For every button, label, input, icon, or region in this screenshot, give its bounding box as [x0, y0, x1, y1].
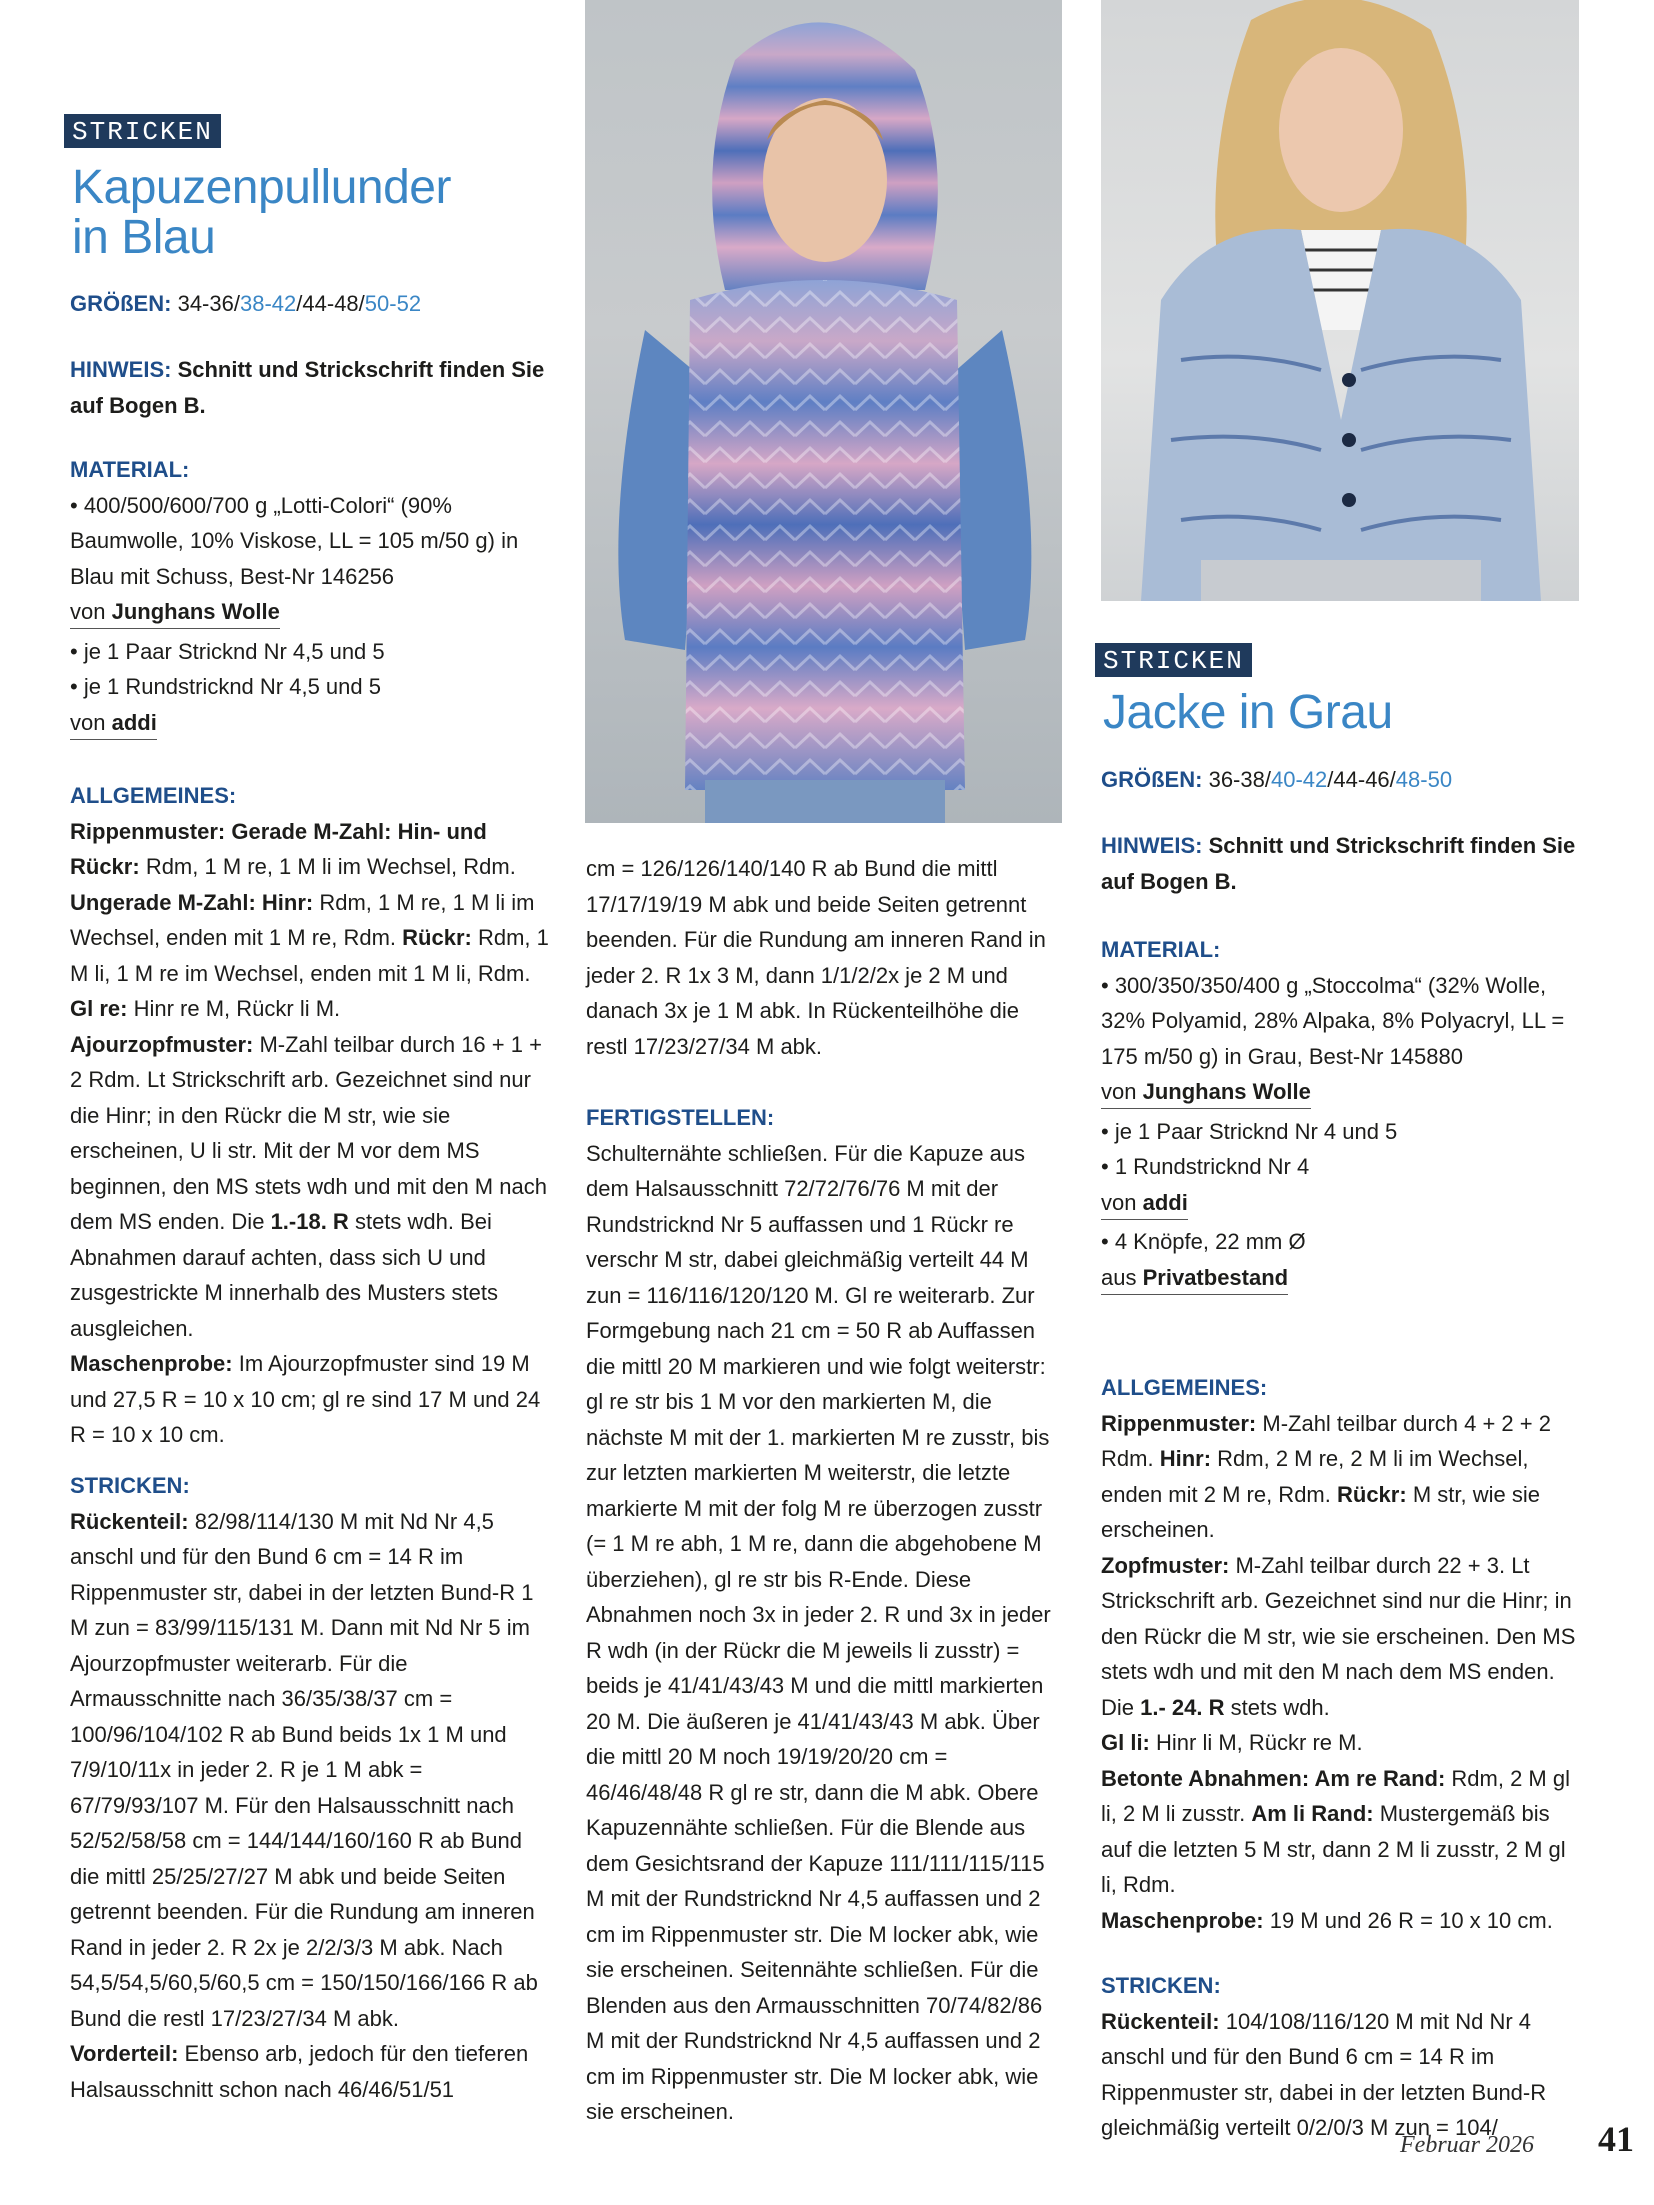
general-label-2: ALLGEMEINES: [1101, 1375, 1268, 1400]
cardigan-photo [1101, 0, 1579, 601]
size2-1: 36-38 [1208, 767, 1265, 792]
category-tag: STRICKEN [64, 114, 221, 148]
general-block-2 [1101, 1370, 1581, 1938]
yarn-supplier-2: Junghans Wolle [1142, 1079, 1311, 1104]
rib-rueckr-desc: M str, wie sie erscheinen. [1101, 1481, 1540, 1542]
back-desc: 82/98/114/130 M mit Nd Nr 4,5 anschl und für den Bund 6 cm = 14 R im Rippenmuster str, dabei in der letzten Bund-R 1 M zun = 83/99/115/131 M. Dann mit Nd Nr 5 im Ajourzopfmuster weiterarb. Für die Armausschnitte nach 36/35/38/37 cm = 100/96/104/102 R ab Bund beids 1x 1 M und 7/9/10/11x in jeder 2. R je 1 M abk = 67/79/93/107 M. Für den Halsausschnitt nach 52/52/58/58 cm = 144/144/160/160 R ab Bund die mittl 25/25/27/27 M abk und beide Seiten getrennt beenden. Für die Rundung am inneren Rand in jeder 2. R 2x je 2/2/3/3 M abk. Nach 54,5/54,5/60,5/60,5 cm = 150/150/166/166 R ab Bund die restl 17/23/27/34 M abk. [70, 1508, 538, 2031]
article-title [72, 163, 451, 263]
cable-text [1101, 1548, 1581, 1726]
gauge-text-2 [1101, 1903, 1581, 1939]
rib-label-2: Rippenmuster: [1101, 1410, 1257, 1436]
knitting-block [70, 1468, 550, 2107]
decrease-text [1101, 1761, 1581, 1903]
back-label: Rückenteil: [70, 1508, 189, 1534]
rib-text: Rdm, 1 M re, 1 M li im Wechsel, Rdm. [145, 854, 516, 879]
size2-2: 40-42 [1270, 767, 1328, 792]
gl-li-label: Gl li: [1101, 1730, 1150, 1755]
magazine-issue: Februar 2026 [1400, 2132, 1534, 2158]
sizes-line-2: GRÖßEN: 36-38/40-42/44-46/48-50 [1101, 767, 1453, 792]
material-label: MATERIAL: [70, 457, 190, 482]
gauge-desc-2: 19 M und 26 R = 10 x 10 cm. [1269, 1907, 1553, 1933]
needles-supplier-2: addi [1142, 1189, 1188, 1215]
sizes-label: GRÖßEN: [70, 291, 172, 316]
material-block-2 [1101, 932, 1581, 1295]
decrease-desc-1: Rdm, 2 M gl li, 2 M li zusstr. [1101, 1765, 1570, 1826]
size-3: 44-48 [302, 291, 359, 316]
knit-label: STRICKEN: [70, 1473, 190, 1498]
needles-2-2: • 1 Rundstricknd Nr 4 [1101, 1154, 1310, 1179]
decrease-left-label: Am li Rand: [1251, 1801, 1374, 1826]
rib-text-2 [1101, 1406, 1581, 1548]
buttons-supplier-line [1101, 1261, 1288, 1295]
finish-label: FERTIGSTELLEN: [586, 1105, 775, 1130]
needles-from-2: von [1101, 1189, 1137, 1215]
rib-pattern-text [70, 814, 550, 992]
rib-rueckr-label: Rückr: [1337, 1481, 1407, 1507]
rib-hinr-desc: Rdm, 2 M re, 2 M li im Wechsel, enden mit 2 M re, Rdm. [1101, 1446, 1529, 1507]
material-yarn-2: • 300/350/350/400 g „Stoccolma“ (32% Wolle, 32% Polyamid, 28% Alpaka, 8% Polyacryl, LL = 175 m/50 g) in Grau, Best-Nr 145880 [1101, 972, 1565, 1069]
back-label-2: Rückenteil: [1101, 2008, 1220, 2034]
front-label: Vorderteil: [70, 2041, 179, 2066]
gl-re-text [70, 991, 550, 1027]
gl-re-desc: Hinr re M, Rückr li M. [133, 996, 341, 1021]
needles-1: • je 1 Paar Stricknd Nr 4,5 und 5 [70, 638, 385, 664]
front-desc: Ebenso arb, jedoch für den tieferen Halsausschnitt schon nach 46/46/51/51 [70, 2041, 529, 2102]
note-label: HINWEIS: [70, 357, 172, 382]
size2-3: 44-46 [1333, 767, 1390, 792]
rib-back-label: Rückr: [402, 925, 472, 950]
finish-desc: Schulternähte schließen. Für die Kapuze aus dem Halsausschnitt 72/72/76/76 M mit der Rundstricknd Nr 5 auffassen und 1 Rückr re verschr M str, dabei gleichmäßig verteilt 44 M zun = 116/116/120/120 M. Gl re weiterarb. Zur Formgebung nach 21 cm = 50 R ab Auffassen die mittl 20 M markieren und wie folgt weiterstr: gl re str bis 1 M vor den markierten M, die nächste M mit der 1. markierten M re zusstr, bis zur letzten markierten M weiterstr, die letzte markierte M mit der folg M re überzogen zusstr (= 1 M re abh, 1 M re, dann die abgehobene M überziehen), gl re str bis R-Ende. Diese Abnahmen noch 3x in jeder 2. R und 3x in jeder R wdh (in der Rückr die M jeweils li zusstr) = beids je 41/41/43/43 M und die mittl markierten 20 M. Die äußeren je 41/41/43/43 M abk. Über die mittl 20 M noch 19/19/20/20 cm = 46/46/48/48 R gl re str, dann die M abk. Obere Kapuzennähte schließen. Für die Blende aus dem Gesichtsrand der Kapuze 111/111/115/115 M mit der Rundstricknd Nr 4,5 auffassen und 2 cm im Rippenmuster str. Die M locker abk, wie sie erscheinen. Seitennähte schließen. Für die Blenden aus den Armausschnitten 70/74/82/86 M mit der Rundstricknd Nr 4,5 auffassen und 2 cm im Rippenmuster str. Die M locker abk, wie sie erscheinen. [586, 1140, 1051, 2124]
note-block [70, 352, 550, 423]
yarn-from: von [70, 599, 106, 624]
title-line-1: Kapuzenpullunder [72, 161, 451, 214]
material-yarn: • 400/500/600/700 g „Lotti-Colori“ (90% Baumwolle, 10% Viskose, LL = 105 m/50 g) in Blau mit Schuss, Best-Nr 146256 [70, 492, 519, 589]
yarn-supplier: Junghans Wolle [111, 599, 280, 624]
model-hooded-vest-illustration [585, 0, 1062, 823]
hooded-vest-photo [585, 0, 1062, 823]
needles-2: • je 1 Rundstricknd Nr 4,5 und 5 [70, 674, 381, 699]
back-text-2 [1101, 2004, 1581, 2146]
needles-1-2: • je 1 Paar Stricknd Nr 4 und 5 [1101, 1118, 1398, 1144]
ajour-rows: 1.-18. R [270, 1209, 349, 1234]
decrease-label: Betonte Abnahmen: Am re Rand: [1101, 1765, 1446, 1791]
yarn-from-2: von [1101, 1079, 1137, 1104]
note-label-2: HINWEIS: [1101, 833, 1203, 858]
back-desc-2: 104/108/116/120 M mit Nd Nr 4 anschl und für den Bund 6 cm = 14 R im Rippenmuster str, dabei in der letzten Bund-R gleichmäßig verteilt 0/2/0/3 M zun = 104/ [1101, 2008, 1547, 2140]
note-text: Schnitt und Strickschrift finden Sie auf Bogen B. [70, 357, 545, 418]
needles-supplier-line-2 [1101, 1186, 1188, 1220]
continued-text [586, 851, 1066, 1064]
finishing-block [586, 1100, 1066, 2130]
rib-label: Rippenmuster: Gerade M-Zahl: Hin- und Rückr: [70, 818, 487, 879]
back-text [70, 1504, 550, 2037]
buttons-from: aus [1101, 1264, 1137, 1290]
cable-rows: 1.- 24. R [1140, 1694, 1225, 1720]
rib-desc-2: M-Zahl teilbar durch 4 + 2 + 2 Rdm. [1101, 1410, 1551, 1471]
material-label-2: MATERIAL: [1101, 937, 1221, 962]
gauge-desc: Im Ajourzopfmuster sind 19 M und 27,5 R = 10 x 10 cm; gl re sind 17 M und 24 R = 10 x 10 cm. [70, 1351, 541, 1447]
knitting-block-2 [1101, 1968, 1581, 2146]
model-cardigan-illustration [1101, 0, 1579, 601]
needles-supplier-line [70, 706, 157, 740]
gl-li-text [1101, 1725, 1581, 1761]
size-2: 38-42 [239, 291, 297, 316]
gauge-label-2: Maschenprobe: [1101, 1907, 1264, 1933]
size-1: 34-36 [177, 291, 234, 316]
yarn-supplier-line [70, 595, 280, 629]
title-line-2: in Blau [72, 211, 216, 264]
material-block [70, 452, 550, 740]
cable-desc-1: M-Zahl teilbar durch 22 + 3. Lt Strickschrift arb. Gezeichnet sind nur die Hinr; in den Rückr die M str, wie sie erscheinen. Den MS stets wdh und mit den M nach dem MS enden. Die [1101, 1552, 1576, 1720]
gauge-label: Maschenprobe: [70, 1351, 233, 1376]
general-label: ALLGEMEINES: [70, 783, 237, 808]
page-number: 41 [1598, 2119, 1634, 2159]
knit-label-2: STRICKEN: [1101, 1973, 1221, 1998]
category-tag-2: STRICKEN [1095, 643, 1252, 677]
gl-li-desc: Hinr li M, Rückr re M. [1156, 1730, 1363, 1755]
general-block [70, 778, 550, 1453]
ajour-text [70, 1027, 550, 1347]
rib-odd-label: Ungerade M-Zahl: Hinr: [70, 889, 314, 915]
ajour-desc-1: M-Zahl teilbar durch 16 + 1 + 2 Rdm. Lt Strickschrift arb. Gezeichnet sind nur die Hinr; in den Rückr die M str, wie sie erscheinen, U li str. Mit der M vor dem MS beginnen, den MS stets wdh und mit den M nach dem MS enden. Die [70, 1031, 547, 1234]
article-2-title: Jacke in Grau [1103, 686, 1393, 739]
sizes-label-2: GRÖßEN: [1101, 767, 1203, 792]
yarn-supplier-line-2 [1101, 1075, 1311, 1109]
cable-label: Zopfmuster: [1101, 1552, 1230, 1578]
note-text-2: Schnitt und Strickschrift finden Sie auf Bogen B. [1101, 833, 1576, 894]
ajour-desc-2: stets wdh. Bei Abnahmen darauf achten, dass sich U und zusgestrickte M innerhalb des Musters stets ausgleichen. [70, 1209, 498, 1341]
buttons-supplier: Privatbestand [1142, 1264, 1289, 1290]
cont-desc: cm = 126/126/140/140 R ab Bund die mittl 17/17/19/19 M abk und beide Seiten getrennt beenden. Für die Rundung am inneren Rand in jeder 2. R 1x 3 M, dann 1/1/2/2x je 2 M und danach 3x je 1 M abk. In Rückenteilhöhe die restl 17/23/27/34 M abk. [586, 856, 1046, 1059]
size2-4: 48-50 [1395, 767, 1453, 792]
gauge-text [70, 1346, 550, 1453]
front-text [70, 2036, 550, 2107]
rib-back-text: Rdm, 1 M li, 1 M re im Wechsel, enden mit 1 M li, Rdm. [70, 925, 549, 986]
note-block-2 [1101, 828, 1581, 899]
buttons-line: • 4 Knöpfe, 22 mm Ø [1101, 1229, 1306, 1254]
sizes-line: GRÖßEN: 34-36/38-42/44-48/50-52 [70, 291, 422, 316]
decrease-desc-2: Mustergemäß bis auf die letzten 5 M str, dann 2 M li zusstr, 2 M gl li, Rdm. [1101, 1801, 1566, 1897]
ajour-label: Ajourzopfmuster: [70, 1031, 254, 1057]
gl-re-label: Gl re: [70, 996, 128, 1021]
rib-odd-text: Rdm, 1 M re, 1 M li im Wechsel, enden mit 1 M re, Rdm. [70, 889, 535, 950]
size-4: 50-52 [364, 291, 422, 316]
needles-supplier: addi [111, 709, 157, 735]
cable-desc-2: stets wdh. [1230, 1694, 1330, 1720]
needles-from: von [70, 709, 106, 735]
rib-hinr-label: Hinr: [1159, 1446, 1212, 1471]
